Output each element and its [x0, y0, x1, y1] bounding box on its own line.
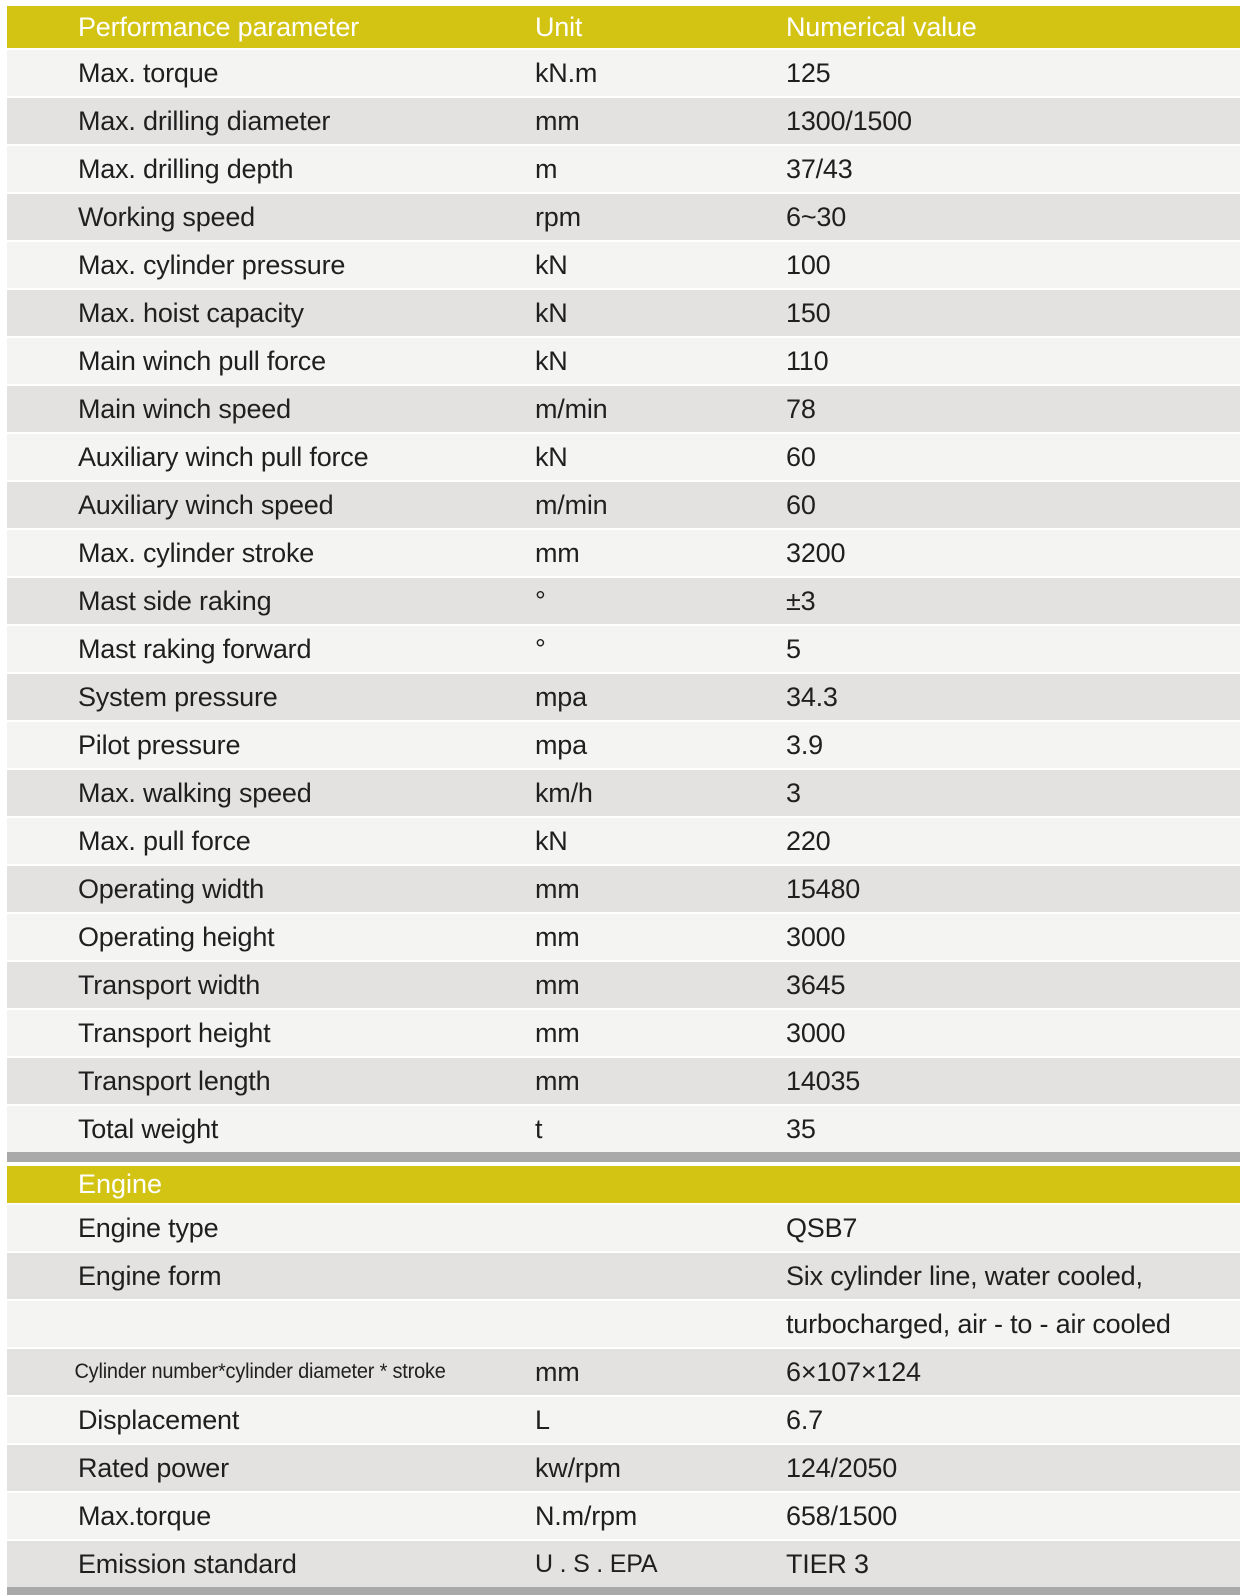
parameter-cell: Engine type — [78, 1212, 219, 1243]
parameter-cell: Engine form — [78, 1260, 222, 1291]
engine-rows — [7, 1203, 1240, 1587]
unit-cell: m/min — [535, 489, 608, 520]
bottom-separator-bar — [7, 1587, 1240, 1595]
engine-section-header — [7, 1166, 1240, 1203]
table-row — [7, 1104, 1240, 1152]
value-cell: 14035 — [786, 1065, 861, 1096]
parameter-cell: Max. cylinder pressure — [78, 249, 346, 280]
parameter-cell: Emission standard — [78, 1548, 297, 1579]
value-cell: 110 — [786, 345, 829, 376]
value-cell: 3.9 — [786, 729, 823, 760]
table-row — [7, 960, 1240, 1008]
unit-cell: mm — [535, 969, 580, 1000]
value-cell: 5 — [786, 633, 801, 664]
value-cell: 220 — [786, 825, 831, 856]
table-row — [7, 96, 1240, 144]
table-row — [7, 1251, 1240, 1299]
value-cell: 658/1500 — [786, 1500, 898, 1531]
value-cell: Six cylinder line, water cooled, — [786, 1260, 1143, 1291]
value-cell: 6~30 — [786, 201, 847, 232]
value-cell: 124/2050 — [786, 1452, 898, 1483]
unit-cell: mm — [535, 1017, 580, 1048]
table-row — [7, 1443, 1240, 1491]
table-row — [7, 672, 1240, 720]
parameter-cell: Max. drilling diameter — [78, 105, 331, 136]
value-cell: 35 — [786, 1113, 816, 1144]
value-cell: TIER 3 — [786, 1548, 869, 1579]
value-cell: QSB7 — [786, 1212, 858, 1243]
table-row — [7, 624, 1240, 672]
table-row — [7, 864, 1240, 912]
value-cell: 1300/1500 — [786, 105, 912, 136]
unit-cell: kN — [535, 441, 568, 472]
table-row — [7, 576, 1240, 624]
table-row — [7, 48, 1240, 96]
value-cell: 3 — [786, 777, 801, 808]
unit-cell: mm — [535, 1065, 580, 1096]
parameter-cell: Max.torque — [78, 1500, 212, 1531]
value-cell: 3000 — [786, 921, 846, 952]
table-row — [7, 192, 1240, 240]
value-cell: 3000 — [786, 1017, 846, 1048]
value-cell: 3645 — [786, 969, 846, 1000]
parameter-cell: System pressure — [78, 681, 278, 712]
unit-cell: mm — [535, 105, 580, 136]
value-cell: 3200 — [786, 537, 846, 568]
unit-cell: km/h — [535, 777, 593, 808]
table-row — [7, 144, 1240, 192]
value-cell: 125 — [786, 57, 831, 88]
table-row — [7, 1008, 1240, 1056]
table-row — [7, 384, 1240, 432]
parameter-cell: Operating height — [78, 921, 275, 952]
parameter-cell: Mast side raking — [78, 585, 272, 616]
table-header-row — [7, 6, 1240, 48]
value-cell: 37/43 — [786, 153, 853, 184]
unit-cell: L — [535, 1404, 550, 1435]
parameter-cell: Max. pull force — [78, 825, 251, 856]
parameter-cell: Transport height — [78, 1017, 271, 1048]
unit-cell: U . S . EPA — [535, 1549, 658, 1578]
parameter-cell: Transport length — [78, 1065, 271, 1096]
table-row — [7, 480, 1240, 528]
table-row — [7, 720, 1240, 768]
engine-section-title: Engine — [78, 1169, 163, 1199]
unit-cell: rpm — [535, 201, 581, 232]
table-row — [7, 432, 1240, 480]
unit-cell: mm — [535, 537, 580, 568]
parameter-cell: Transport width — [78, 969, 261, 1000]
value-cell: 60 — [786, 489, 816, 520]
unit-cell: N.m/rpm — [535, 1500, 638, 1531]
table-row — [7, 1395, 1240, 1443]
value-cell: 6×107×124 — [786, 1356, 921, 1387]
performance-rows — [7, 48, 1240, 1152]
unit-cell: mm — [535, 921, 580, 952]
unit-cell: kN — [535, 345, 568, 376]
value-cell: 60 — [786, 441, 816, 472]
unit-cell: m/min — [535, 393, 608, 424]
table-row — [7, 240, 1240, 288]
parameter-cell: Rated power — [78, 1452, 229, 1483]
unit-cell: mpa — [535, 681, 587, 712]
table-row — [7, 288, 1240, 336]
parameter-cell: Mast raking forward — [78, 633, 312, 664]
unit-cell: mm — [535, 873, 580, 904]
parameter-cell: Main winch pull force — [78, 345, 326, 376]
table-row — [7, 912, 1240, 960]
parameter-cell: Auxiliary winch speed — [78, 489, 334, 520]
parameter-cell: Pilot pressure — [78, 729, 241, 760]
header-parameter: Performance parameter — [78, 11, 359, 42]
parameter-cell: Displacement — [78, 1404, 240, 1435]
parameter-cell: Cylinder number*cylinder diameter * stroke — [74, 1360, 446, 1383]
value-cell: ±3 — [786, 585, 816, 616]
value-cell: 100 — [786, 249, 831, 280]
table-row — [7, 528, 1240, 576]
parameter-cell: Max. cylinder stroke — [78, 537, 315, 568]
table-row — [7, 1347, 1240, 1395]
unit-cell: ° — [535, 633, 546, 664]
unit-cell: m — [535, 153, 558, 184]
parameter-cell: Max. walking speed — [78, 777, 312, 808]
unit-cell: kN — [535, 249, 568, 280]
spec-table — [7, 6, 1240, 1595]
parameter-cell: Total weight — [78, 1113, 219, 1144]
unit-cell: mm — [535, 1356, 580, 1387]
value-cell: turbocharged, air - to - air cooled — [786, 1308, 1171, 1339]
unit-cell: kN — [535, 297, 568, 328]
header-unit: Unit — [535, 11, 583, 42]
parameter-cell: Max. drilling depth — [78, 153, 294, 184]
parameter-cell: Main winch speed — [78, 393, 291, 424]
table-row — [7, 1491, 1240, 1539]
parameter-cell: Max. hoist capacity — [78, 297, 304, 328]
unit-cell: mpa — [535, 729, 587, 760]
unit-cell: kN.m — [535, 57, 598, 88]
table-row — [7, 768, 1240, 816]
value-cell: 34.3 — [786, 681, 838, 712]
table-row — [7, 1203, 1240, 1251]
section-separator-bar — [7, 1152, 1240, 1162]
value-cell: 78 — [786, 393, 816, 424]
unit-cell: t — [535, 1113, 543, 1144]
value-cell: 15480 — [786, 873, 861, 904]
table-row — [7, 816, 1240, 864]
parameter-cell: Max. torque — [78, 57, 219, 88]
parameter-cell: Working speed — [78, 201, 256, 232]
unit-cell: kN — [535, 825, 568, 856]
table-row — [7, 1299, 1240, 1347]
table-row — [7, 1056, 1240, 1104]
value-cell: 6.7 — [786, 1404, 823, 1435]
parameter-cell: Operating width — [78, 873, 265, 904]
table-row — [7, 336, 1240, 384]
value-cell: 150 — [786, 297, 831, 328]
unit-cell: ° — [535, 585, 546, 616]
parameter-cell: Auxiliary winch pull force — [78, 441, 369, 472]
table-row — [7, 1539, 1240, 1587]
unit-cell: kw/rpm — [535, 1452, 621, 1483]
header-value: Numerical value — [786, 11, 977, 42]
